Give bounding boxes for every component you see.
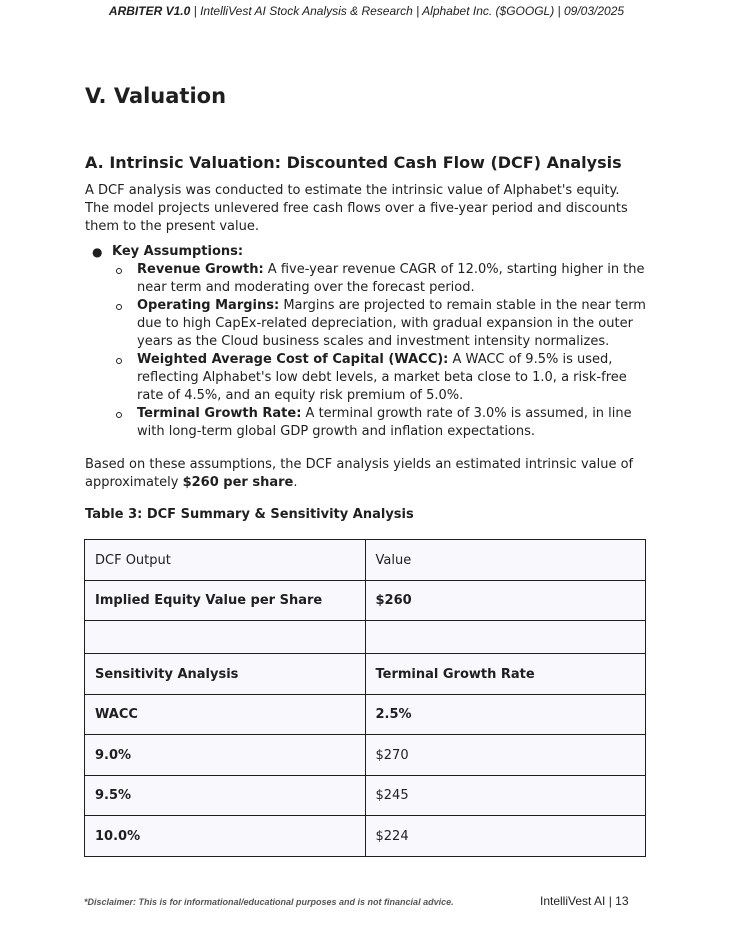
table-row: [85, 540, 646, 581]
assumption-text: A five-year revenue CAGR of 12.0%, starting higher in the near term and moderating over the forecast period.: [137, 262, 645, 295]
subsection-title: A. Intrinsic Valuation: Discounted Cash Flow (DCF) Analysis: [85, 153, 622, 172]
assumptions-list: [85, 243, 650, 441]
list-item: [85, 405, 650, 441]
summary-text: Based on these assumptions, the DCF analysis yields an estimated intrinsic value of approximately: [85, 457, 634, 490]
table-row: [85, 654, 646, 695]
table-cell-value: [365, 621, 646, 654]
table-row: [85, 776, 646, 816]
bullet-icon: ●: [92, 245, 103, 259]
table-row: [85, 621, 646, 654]
summary-end: .: [293, 475, 298, 490]
table-cell-label: 9.0%: [85, 735, 366, 776]
header-brand: ARBITER V1.0: [108, 4, 191, 18]
list-item: [85, 297, 650, 351]
table-row: [85, 735, 646, 776]
list-item: [85, 261, 650, 297]
table-cell-label: Implied Equity Value per Share: [85, 581, 366, 621]
table-cell-label: [85, 621, 366, 654]
table-cell-value: $270: [365, 735, 646, 776]
assumption-term: Revenue Growth:: [137, 262, 264, 277]
table-cell-value: $245: [365, 776, 646, 816]
intro-paragraph: A DCF analysis was conducted to estimate the intrinsic value of Alphabet's equity. The model projects unlevered free cash flows over a five-year period and discounts them to the present value.: [85, 183, 628, 234]
footer-disclaimer: *Disclaimer: This is for informational/educational purposes and is not financial advice.: [84, 897, 454, 907]
summary-paragraph: [85, 456, 645, 492]
header-info: | IntelliVest AI Stock Analysis & Research | Alphabet Inc. ($GOOGL) | 09/03/2025: [190, 4, 625, 18]
assumption-text: A WACC of 9.5% is used, reflecting Alphabet's low debt levels, a market beta close to 1.0, a risk-free rate of 4.5%, and an equity risk premium of 5.0%.: [137, 352, 627, 403]
table-cell-label: 9.5%: [85, 776, 366, 816]
table-cell-value: 2.5%: [365, 695, 646, 735]
table-cell-value: $260: [365, 581, 646, 621]
table-cell-label: DCF Output: [85, 540, 366, 581]
assumption-term: Terminal Growth Rate:: [137, 406, 302, 421]
summary-value: $260 per share: [182, 475, 294, 490]
table-cell-label: 10.0%: [85, 816, 366, 857]
circle-bullet-icon: [116, 358, 122, 364]
table-cell-value: $224: [365, 816, 646, 857]
table-row: [85, 581, 646, 621]
list-item: [85, 351, 650, 405]
circle-bullet-icon: [116, 304, 122, 310]
dcf-summary-table: [84, 539, 646, 857]
assumption-text: A terminal growth rate of 3.0% is assumed, in line with long-term global GDP growth and inflation expectations.: [137, 406, 632, 439]
footer-page-number: IntelliVest AI | 13: [540, 894, 629, 908]
list-item: [85, 243, 650, 261]
key-assumptions-label: Key Assumptions:: [112, 244, 244, 259]
circle-bullet-icon: [116, 268, 122, 274]
assumption-term: Operating Margins:: [137, 298, 280, 313]
page-header: [0, 4, 733, 18]
section-title: V. Valuation: [85, 84, 227, 108]
assumption-term: Weighted Average Cost of Capital (WACC):: [137, 352, 449, 367]
table-cell-value: Terminal Growth Rate: [365, 654, 646, 695]
table-row: [85, 816, 646, 857]
table-cell-value: Value: [365, 540, 646, 581]
table-caption: Table 3: DCF Summary & Sensitivity Analysis: [85, 507, 414, 522]
table-cell-label: WACC: [85, 695, 366, 735]
table-row: [85, 695, 646, 735]
circle-bullet-icon: [116, 412, 122, 418]
assumption-text: Margins are projected to remain stable in the near term due to high CapEx-related depreciation, with gradual expansion in the outer years as the Cloud business scales and investment intensity normalizes.: [137, 298, 646, 349]
table-cell-label: Sensitivity Analysis: [85, 654, 366, 695]
